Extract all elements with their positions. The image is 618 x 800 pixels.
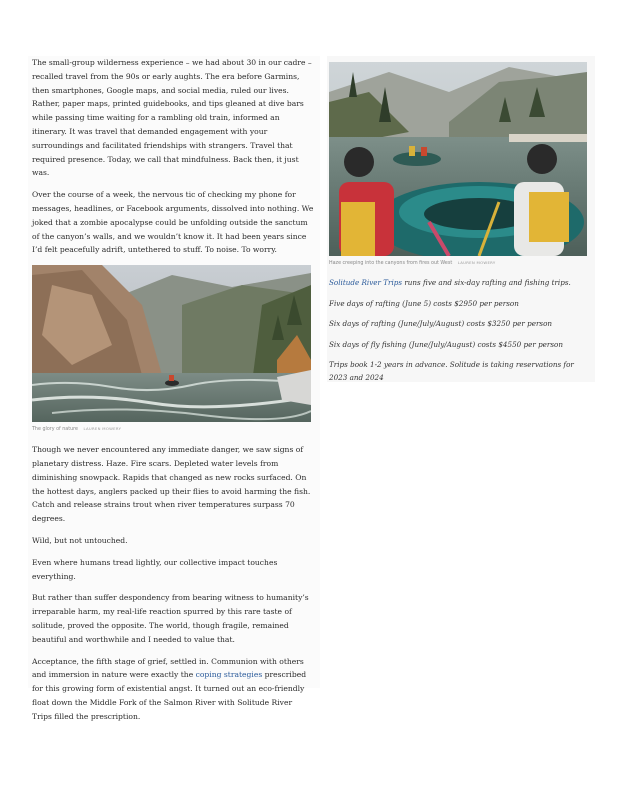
paragraph-despondency: But rather than suffer despondency from bearing witness to humanity’s irreparable harm, my real-life reaction spurred by this rare taste of solitude, proved the opposite. The world, though fragile, remained beautiful and worthwhile and I needed to value that. [32, 593, 309, 644]
paragraph-phone-tic: Over the course of a week, the nervous tic of checking my phone for messages, headlines, or Facebook arguments, dissolved into nothing. We joked that a zombie apocalypse could be unfolding outside the sanctum of the canyon’s walls, and we wouldn’t know it. It had been years since I’d felt peacefully adrift, untethered to stuff. To noise. To worry. [32, 190, 314, 255]
photo1-credit: LAUREN MOWERY [83, 426, 122, 432]
acceptance-text-end: prescribed for this growing form of existential angst. It turned out an eco-friendly float down the Middle Fork of the Salmon River with Solitude River Trips filled the prescription. [32, 670, 307, 721]
trip-intro-text: runs five and six-day rafting and fishing trips. [402, 278, 571, 287]
river-canyon-illustration [32, 265, 311, 422]
paragraph-acceptance [32, 655, 314, 724]
trip-details [327, 277, 595, 385]
sidebar-column [327, 56, 595, 382]
rafting-photo [329, 62, 587, 256]
river-canyon-photo [32, 265, 311, 422]
photo2-caption-text: Haze creeping into the canyons from fires out West [329, 261, 453, 266]
photo2-caption [329, 259, 595, 267]
acceptance-text-start: Acceptance, the fifth stage of grief, settled in. Communion with others and immersion in nature were exactly the [32, 656, 304, 680]
paragraph-travel-era: The small-group wilderness experience – we had about 30 in our cadre – recalled travel from the 90s or early aughts. The era before Garmins, then smartphones, Google maps, and social media, ruled our lives. Rather, paper maps, printed guidebooks, and tips gleaned at dive bars while passing time waiting for a rambling old train, informed an itinerary. It was travel that demanded engagement with your surroundings and facilitated friendships with strangers. Travel that required presence. Today, we call that mindfulness. Back then, it just was. [32, 58, 312, 178]
paragraph-wild: Wild, but not untouched. [32, 535, 128, 545]
paragraph-collective-impact: Even where humans tread lightly, our collective impact touches everything. [32, 557, 278, 581]
photo1-caption-text: The glory of nature [32, 427, 78, 433]
photo2-credit: LAUREN MOWERY [457, 260, 496, 265]
photo1-caption [32, 425, 314, 433]
trip-booking-note: Trips book 1-2 years in advance. Solitude is taking reservations for 2023 and 2024 [329, 360, 574, 382]
rafting-illustration [329, 62, 587, 256]
coping-strategies-link[interactable]: coping strategies [195, 670, 263, 680]
trip-price-six-days-rafting: Six days of rafting (June/July/August) costs $3250 per person [329, 319, 553, 329]
solitude-river-trips-link[interactable]: Solitude River Trips [329, 278, 403, 287]
trip-price-five-days: Five days of rafting (June 5) costs $2950 per person [329, 298, 519, 308]
paragraph-planetary-distress: Though we never encountered any immediate danger, we saw signs of planetary distress. Haze. Fire scars. Depleted water levels from diminishing snowpack. Rapids that changed as new rocks surfaced. On the hottest days, anglers packed up their flies to avoid harming the fish. Catch and release strains trout when river temperatures surpass 70 degrees. [32, 445, 311, 524]
trip-price-fly-fishing: Six days of fly fishing (June/July/August) costs $4550 per person [329, 339, 564, 349]
trip-intro [329, 277, 591, 290]
article-column [28, 56, 320, 721]
